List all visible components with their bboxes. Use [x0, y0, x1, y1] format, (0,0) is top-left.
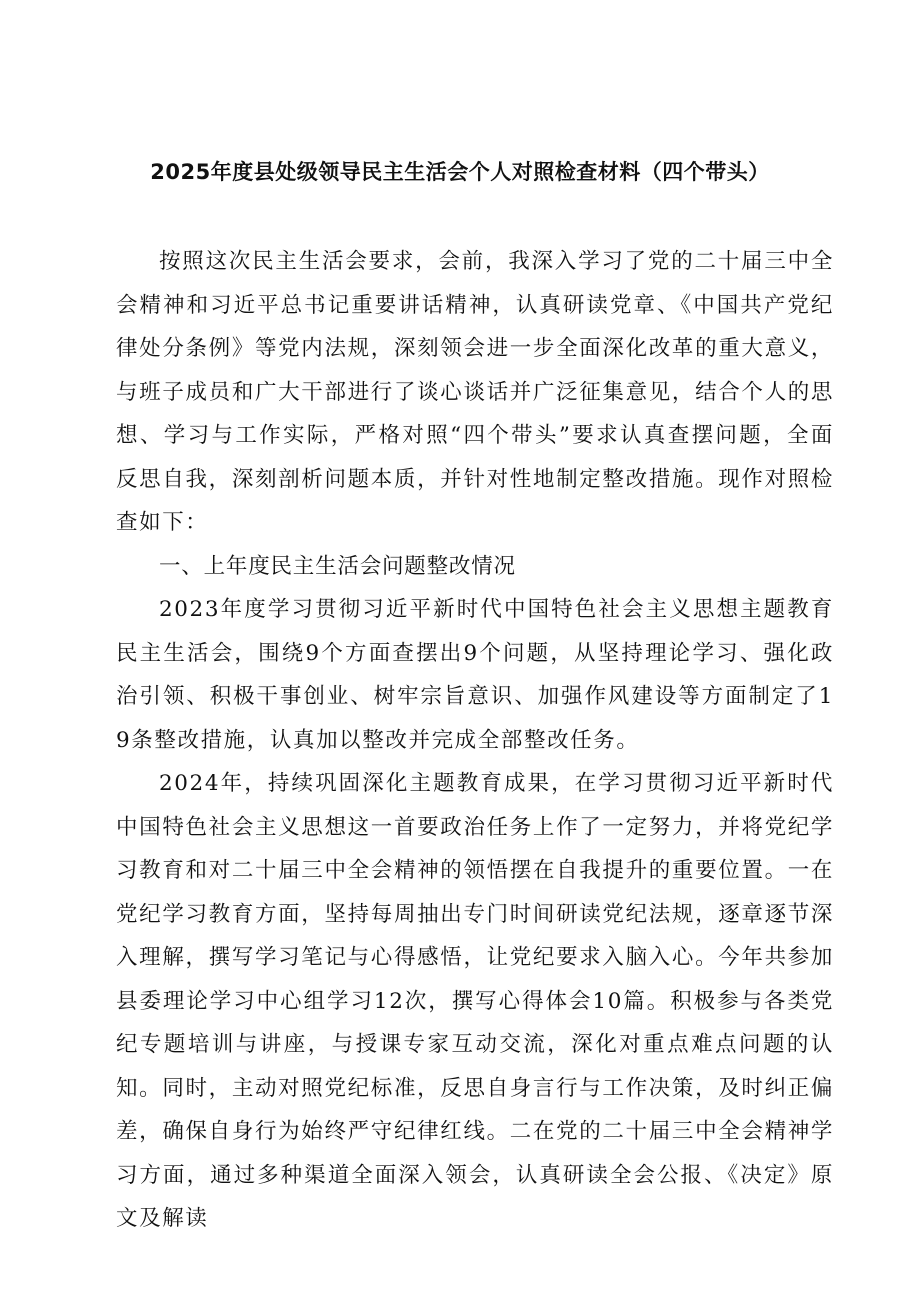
- intro-paragraph: 按照这次民主生活会要求，会前，我深入学习了党的二十届三中全会精神和习近平总书记重要讲话精神，认真研读党章、《中国共产党纪律处分条例》等党内法规，深刻领会进一步全面深化改革的重大意义，与班子成员和广大干部进行了谈心谈话并广泛征集意见，结合个人的思想、学习与工作实际，严格对照“四个带头”要求认真查摆问题，全面反思自我，深刻剖析问题本质，并针对性地制定整改措施。现作对照检查如下：: [116, 249, 834, 535]
- document-title: 2025年度县处级领导民主生活会个人对照检查材料（四个带头）: [150, 160, 770, 184]
- section-paragraph-2: 2024年，持续巩固深化主题教育成果，在学习贯彻习近平新时代中国特色社会主义思想这一首要政治任务上作了一定努力，并将党纪学习教育和对二十届三中全会精神的领悟摆在自我提升的重要位置。一在党纪学习教育方面，坚持每周抽出专门时间研读党纪法规，逐章逐节深入理解，撰写学习笔记与心得感悟，让党纪要求入脑入心。今年共参加县委理论学习中心组学习12次，撰写心得体会10篇。积极参与各类党纪专题培训与讲座，与授课专家互动交流，深化对重点难点问题的认知。同时，主动对照党纪标准，反思自身言行与工作决策，及时纠正偏差，确保自身行为始终严守纪律红线。二在党的二十届三中全会精神学习方面，通过多种渠道全面深入领会，认真研读全会公报、《决定》原文及解读: [116, 771, 834, 1231]
- section-heading: 一、上年度民主生活会问题整改情况: [159, 553, 516, 579]
- section-paragraph-1: 2023年度学习贯彻习近平新时代中国特色社会主义思想主题教育民主生活会，围绕9个方面查摆出9个问题，从坚持理论学习、强化政治引领、积极干事创业、树牢宗旨意识、加强作风建设等方面制定了19条整改措施，认真加以整改并完成全部整改任务。: [116, 597, 834, 753]
- document-body: [116, 240, 834, 1241]
